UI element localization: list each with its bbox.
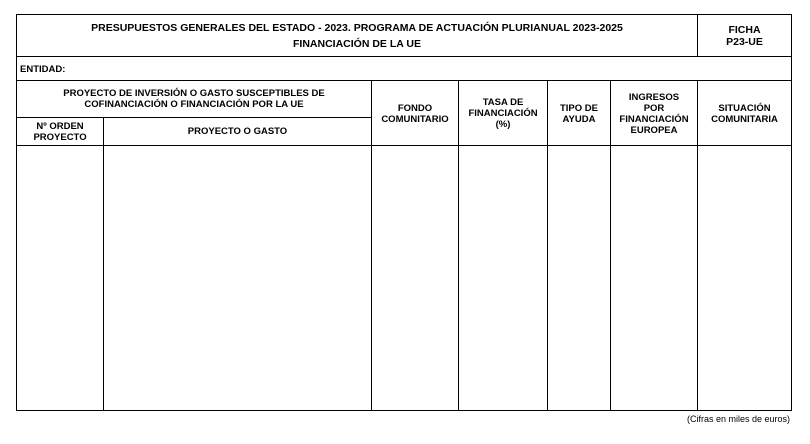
column-header-situacion: SITUACIÓN COMUNITARIA [711, 102, 778, 125]
document-title [17, 16, 697, 56]
footnote: (Cifras en miles de euros) [686, 413, 790, 424]
column-header-proyecto: PROYECTO O GASTO [187, 126, 288, 137]
group-header: PROYECTO DE INVERSIÓN O GASTO SUSCEPTIBLES DE COFINANCIACIÓN O FINANCIACIÓN POR LA UE [63, 88, 325, 110]
header-bottom-line [16, 145, 792, 146]
title-line-2: FINANCIACIÓN DE LA UE [293, 38, 421, 50]
column-header-orden: Nº ORDEN PROYECTO [33, 120, 87, 143]
entidad-label: ENTIDAD: [20, 63, 66, 75]
column-header-ingresos: INGRESOS POR FINANCIACIÓN EUROPEA [619, 91, 689, 136]
column-header-tasa: TASA DE FINANCIACIÓN (%) [468, 97, 538, 130]
title-line-1: PRESUPUESTOS GENERALES DEL ESTADO - 2023. PROGRAMA DE ACTUACIÓN PLURIANUAL 2023-2025 [91, 22, 623, 34]
ficha-label: FICHA [728, 24, 761, 36]
column-header-tipo: TIPO DE AYUDA [559, 102, 598, 125]
column-header-fondo: FONDO COMUNITARIO [381, 102, 449, 125]
ficha-box [698, 16, 791, 56]
col-divider-1 [103, 117, 104, 411]
ficha-code: P23-UE [726, 36, 763, 48]
entidad-box [16, 57, 792, 81]
